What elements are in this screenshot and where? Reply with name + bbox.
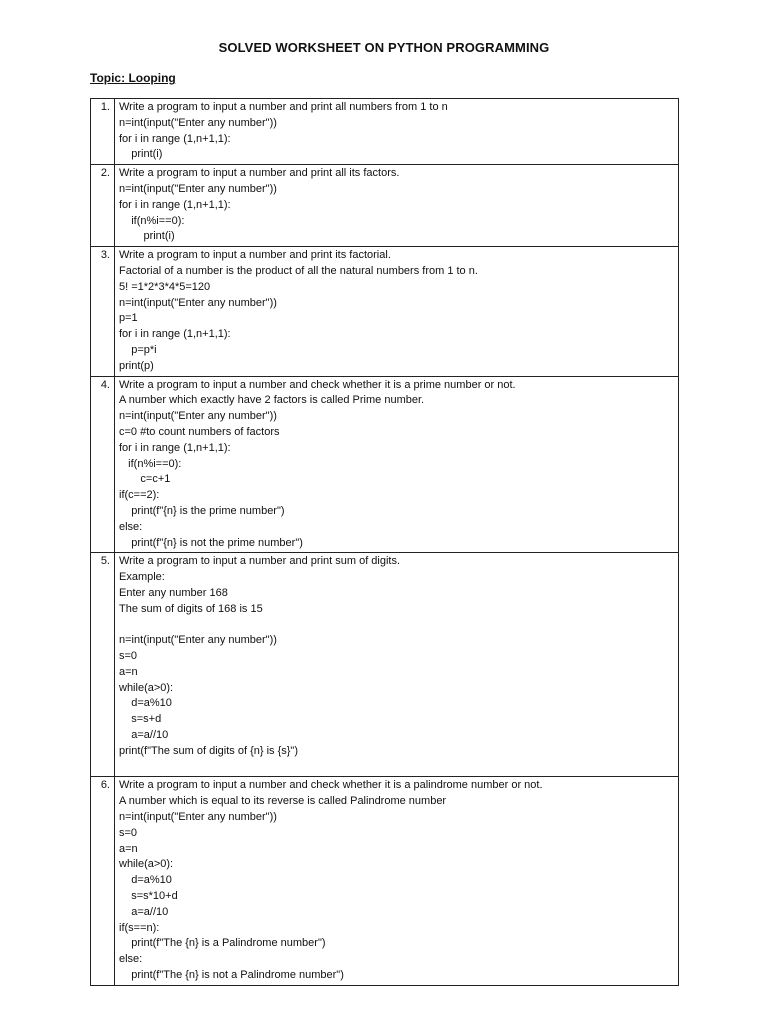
question-content xyxy=(115,553,679,777)
code-line: n=int(input("Enter any number")) xyxy=(119,811,277,824)
code-line: a=a//10 xyxy=(119,729,169,742)
code-line: for i in range (1,n+1,1): xyxy=(119,132,231,145)
code-line: Enter any number 168 xyxy=(119,586,228,599)
code-line: n=int(input("Enter any number")) xyxy=(119,182,277,195)
code-line: n=int(input("Enter any number")) xyxy=(119,116,277,129)
code-line: n=int(input("Enter any number")) xyxy=(119,634,277,647)
worksheet-table xyxy=(90,98,679,986)
question-text: Write a program to input a number and print all numbers from 1 to n xyxy=(119,101,448,113)
page-title: SOLVED WORKSHEET ON PYTHON PROGRAMMING xyxy=(218,40,550,55)
question-row xyxy=(91,376,679,553)
code-line: print(f"The {n} is not a Palindrome number") xyxy=(119,969,344,982)
code-line: p=p*i xyxy=(119,343,157,356)
question-row xyxy=(91,99,679,165)
question-content xyxy=(115,777,679,985)
code-line: if(s==n): xyxy=(119,921,160,934)
question-text: Write a program to input a number and print sum of digits. xyxy=(119,555,401,568)
code-line: for i in range (1,n+1,1): xyxy=(119,198,231,211)
question-row xyxy=(91,553,679,777)
question-number: 1. xyxy=(91,99,115,165)
code-line: A number which exactly have 2 factors is called Prime number. xyxy=(119,394,425,407)
code-line: if(n%i==0): xyxy=(119,457,182,470)
code-line xyxy=(119,760,674,776)
code-line: while(a>0): xyxy=(119,858,174,871)
worksheet-body xyxy=(91,99,679,986)
code-line: p=1 xyxy=(119,312,138,325)
code-line: print(p) xyxy=(119,359,154,372)
question-number: 5. xyxy=(91,553,115,777)
code-line: Factorial of a number is the product of all the natural numbers from 1 to n. xyxy=(119,264,478,277)
code-line: for i in range (1,n+1,1): xyxy=(119,328,231,341)
topic-heading: Topic: Looping xyxy=(90,71,176,85)
code-line: The sum of digits of 168 is 15 xyxy=(119,602,263,615)
code-line: n=int(input("Enter any number")) xyxy=(119,296,277,309)
code-line xyxy=(119,618,674,634)
code-line: print(f"The sum of digits of {n} is {s}") xyxy=(119,744,299,757)
code-line: c=c+1 xyxy=(119,473,171,486)
code-line: if(n%i==0): xyxy=(119,214,185,227)
code-line: if(c==2): xyxy=(119,489,160,502)
code-line: n=int(input("Enter any number")) xyxy=(119,410,277,423)
question-content xyxy=(115,376,679,553)
code-line: c=0 #to count numbers of factors xyxy=(119,425,280,438)
question-number: 2. xyxy=(91,165,115,247)
code-line: print(f"{n} is the prime number") xyxy=(119,504,285,517)
question-text: Write a program to input a number and check whether it is a prime number or not. xyxy=(119,378,516,391)
code-line: print(f"The {n} is a Palindrome number") xyxy=(119,937,326,950)
code-line: a=n xyxy=(119,665,138,678)
code-line: A number which is equal to its reverse is called Palindrome number xyxy=(119,795,447,808)
code-line: else: xyxy=(119,953,143,966)
code-line: d=a%10 xyxy=(119,874,172,887)
question-row xyxy=(91,165,679,247)
question-row xyxy=(91,777,679,985)
question-number: 6. xyxy=(91,777,115,985)
code-line: print(i) xyxy=(119,230,175,243)
question-number: 3. xyxy=(91,247,115,376)
question-text: Write a program to input a number and print its factorial. xyxy=(119,249,391,262)
question-text: Write a program to input a number and check whether it is a palindrome number or not. xyxy=(119,779,543,792)
code-line: for i in range (1,n+1,1): xyxy=(119,441,231,454)
code-line: s=s*10+d xyxy=(119,890,178,903)
question-content xyxy=(115,99,679,165)
question-text: Write a program to input a number and print all its factors. xyxy=(119,167,400,180)
code-line: a=a//10 xyxy=(119,905,169,918)
code-line: 5! =1*2*3*4*5=120 xyxy=(119,280,211,293)
code-line: print(i) xyxy=(119,148,163,161)
code-line: s=0 xyxy=(119,650,138,663)
code-line: print(f"{n} is not the prime number") xyxy=(119,536,303,549)
code-line: Example: xyxy=(119,571,165,584)
question-content xyxy=(115,165,679,247)
code-line: else: xyxy=(119,520,143,533)
code-line: s=s+d xyxy=(119,713,162,726)
question-row xyxy=(91,247,679,376)
code-line: d=a%10 xyxy=(119,697,172,710)
question-number: 4. xyxy=(91,376,115,553)
code-line: a=n xyxy=(119,842,138,855)
code-line: while(a>0): xyxy=(119,681,174,694)
question-content xyxy=(115,247,679,376)
code-line: s=0 xyxy=(119,826,138,839)
